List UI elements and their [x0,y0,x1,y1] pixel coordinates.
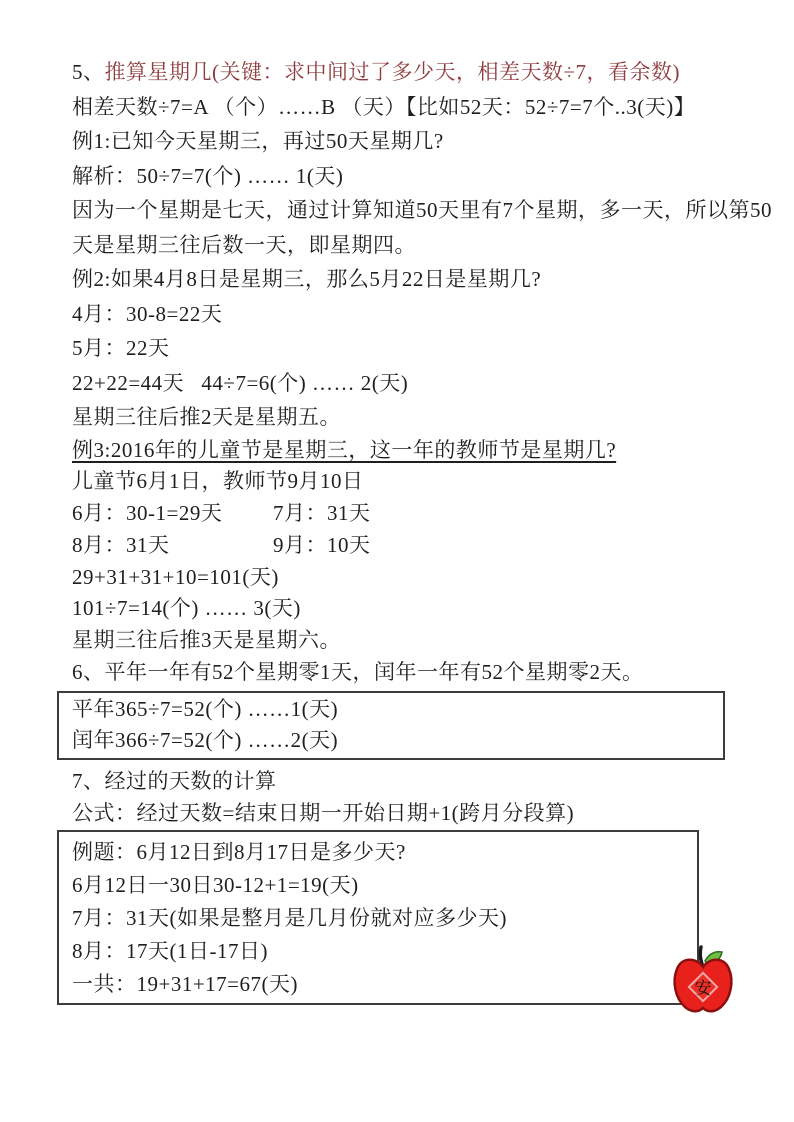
box-line: 闰年366÷7=52(个) ……2(天) [72,727,339,752]
text-line: 5月：22天 [72,336,170,360]
text-line: 101÷7=14(个) …… 3(天) [72,596,301,621]
text-line: 29+31+31+10=101(天) [72,564,279,589]
box-line: 平年365÷7=52(个) ……1(天) [72,696,339,721]
section5-title: 推算星期几(关键：求中间过了多少天，相差天数÷7，看余数) [104,60,681,84]
box-line: 一共：19+31+17=67(天) [72,971,299,996]
apple-stem [700,947,702,964]
document-content [72,55,772,1005]
text-line: 例1:已知今天星期三，再过50天星期几? [72,129,444,153]
text-line: 解析：50÷7=7(个) …… 1(天) [72,163,344,188]
box-line: 6月12日一30日30-12+1=19(天) [72,872,359,897]
apple-seal-icon [670,944,736,1018]
month-row [72,530,752,562]
section5-heading [72,55,752,90]
text-line: 例2:如果4月8日是星期三，那么5月22日是星期几? [72,267,542,291]
example3-title-text: 例3:2016年的儿童节是星期三，这一年的教师节是星期几? [72,437,617,462]
section7-heading: 7、经过的天数的计算 [72,768,277,793]
section5-number: 5、 [72,60,105,84]
text-line: 因为一个星期是七天，通过计算知道50天里有7个星期，多一天，所以第50 [72,198,772,222]
box-line: 8月：17天(1日-17日) [72,938,268,963]
section6-heading: 6、平年一年有52个星期零1天，闰年一年有52个星期零2天。 [72,660,644,685]
month-cell: 8月：31天 [72,532,170,557]
text-line: 儿童节6月1日，教师节9月10日 [72,469,364,494]
text-line: 4月：30-8=22天 [72,301,223,326]
month-cell: 6月：30-1=29天 [72,501,223,526]
text-line: 22+22=44天 44÷7=6(个) …… 2(天) [72,370,409,395]
text-line: 相差天数÷7=A （个）……B （天）【比如52天：52÷7=7个..3(天)】 [72,94,696,119]
month-cell: 9月：10天 [273,532,371,557]
box-line: 7月：31天(如果是整月是几月份就对应多少天) [72,905,507,930]
text-line: 天是星期三往后数一天，即星期四。 [72,232,416,257]
text-line: 星期三往后推3天是星期六。 [72,628,341,653]
month-cell: 7月：31天 [273,501,371,526]
section7-formula: 公式：经过天数=结束日期一开始日期+1(跨月分段算) [72,800,575,825]
apple-character: 安 [694,979,712,998]
text-line: 星期三往后推2天是星期五。 [72,405,341,429]
example-days-box [57,830,699,1005]
example3-title [72,435,752,467]
month-row [72,498,752,530]
box-line: 例题：6月12日到8月17日是多少天? [72,839,406,864]
year-formula-box [57,691,725,760]
